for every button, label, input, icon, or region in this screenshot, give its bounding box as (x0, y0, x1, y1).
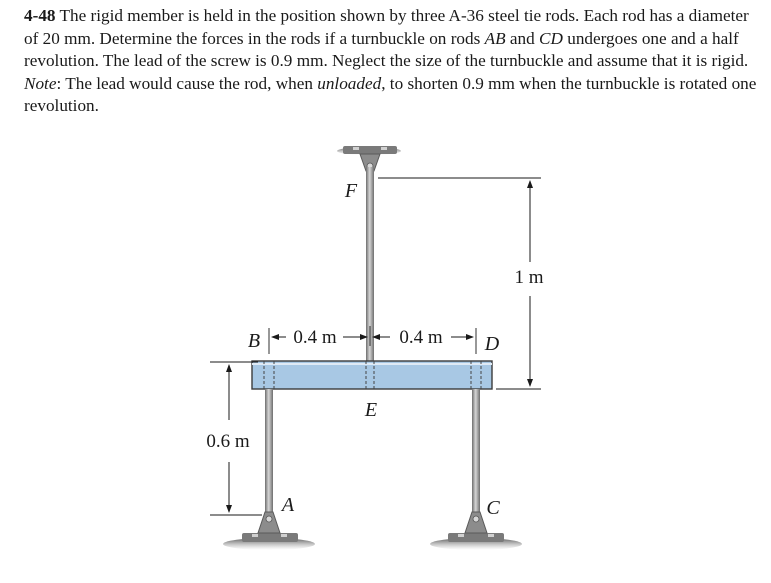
problem-text-4: : The lead would cause the rod, when (56, 73, 318, 93)
problem-text-1: The rigid member is held in the position shown by three A-36 steel tie rods. Each rod has a diameter of 20 mm. Determine the forces in the rods if a turnbuckle on rods (24, 6, 749, 48)
label-d: D (484, 333, 500, 355)
bolt-c-left (458, 534, 464, 537)
dim-06-label: 0.6 m (206, 431, 250, 452)
problem-number: 4-48 (24, 6, 56, 25)
rod-cd (472, 389, 480, 512)
bolt-a-right (281, 534, 287, 537)
base-plate-c (448, 533, 504, 542)
label-f: F (344, 180, 358, 202)
beam-body (252, 361, 492, 389)
top-bolt-left (353, 147, 359, 150)
rod-cd-label: CD (539, 28, 563, 48)
base-plate-a (242, 533, 298, 542)
rod-ab-label: AB (484, 28, 506, 48)
rigid-beam (252, 361, 492, 389)
rod-ab (265, 389, 273, 512)
top-bolt-right (381, 147, 387, 150)
support-c (430, 512, 522, 550)
dim-right-0-4m-label: 0.4 m (399, 327, 443, 348)
bolt-c-right (488, 534, 494, 537)
top-base-plate (343, 146, 397, 154)
pin-c (473, 516, 479, 522)
label-b: B (247, 330, 261, 352)
note-label: Note (24, 73, 57, 93)
support-a (223, 512, 315, 550)
label-a: A (281, 494, 295, 516)
problem-text-3: undergoes one and a half revolution. The lead of the screw is 0.9 mm. Neglect the size of the turnbuckle and assume that it is rigid. (24, 28, 749, 71)
bolt-a-left (252, 534, 258, 537)
clevis-c (465, 512, 487, 533)
label-c: C (486, 497, 500, 519)
problem-text-2: and (505, 28, 540, 48)
problem-text-5: , to shorten 0.9 mm when the turnbuckle is rotated one revolution. (24, 73, 757, 116)
dim-1m-label: 1 m (514, 267, 544, 288)
pin-a (266, 516, 272, 522)
unloaded-word: unloaded (317, 73, 382, 93)
dimension-1m (378, 178, 544, 389)
label-e: E (364, 399, 378, 421)
dim-left-0-4m-label: 0.4 m (293, 327, 337, 348)
